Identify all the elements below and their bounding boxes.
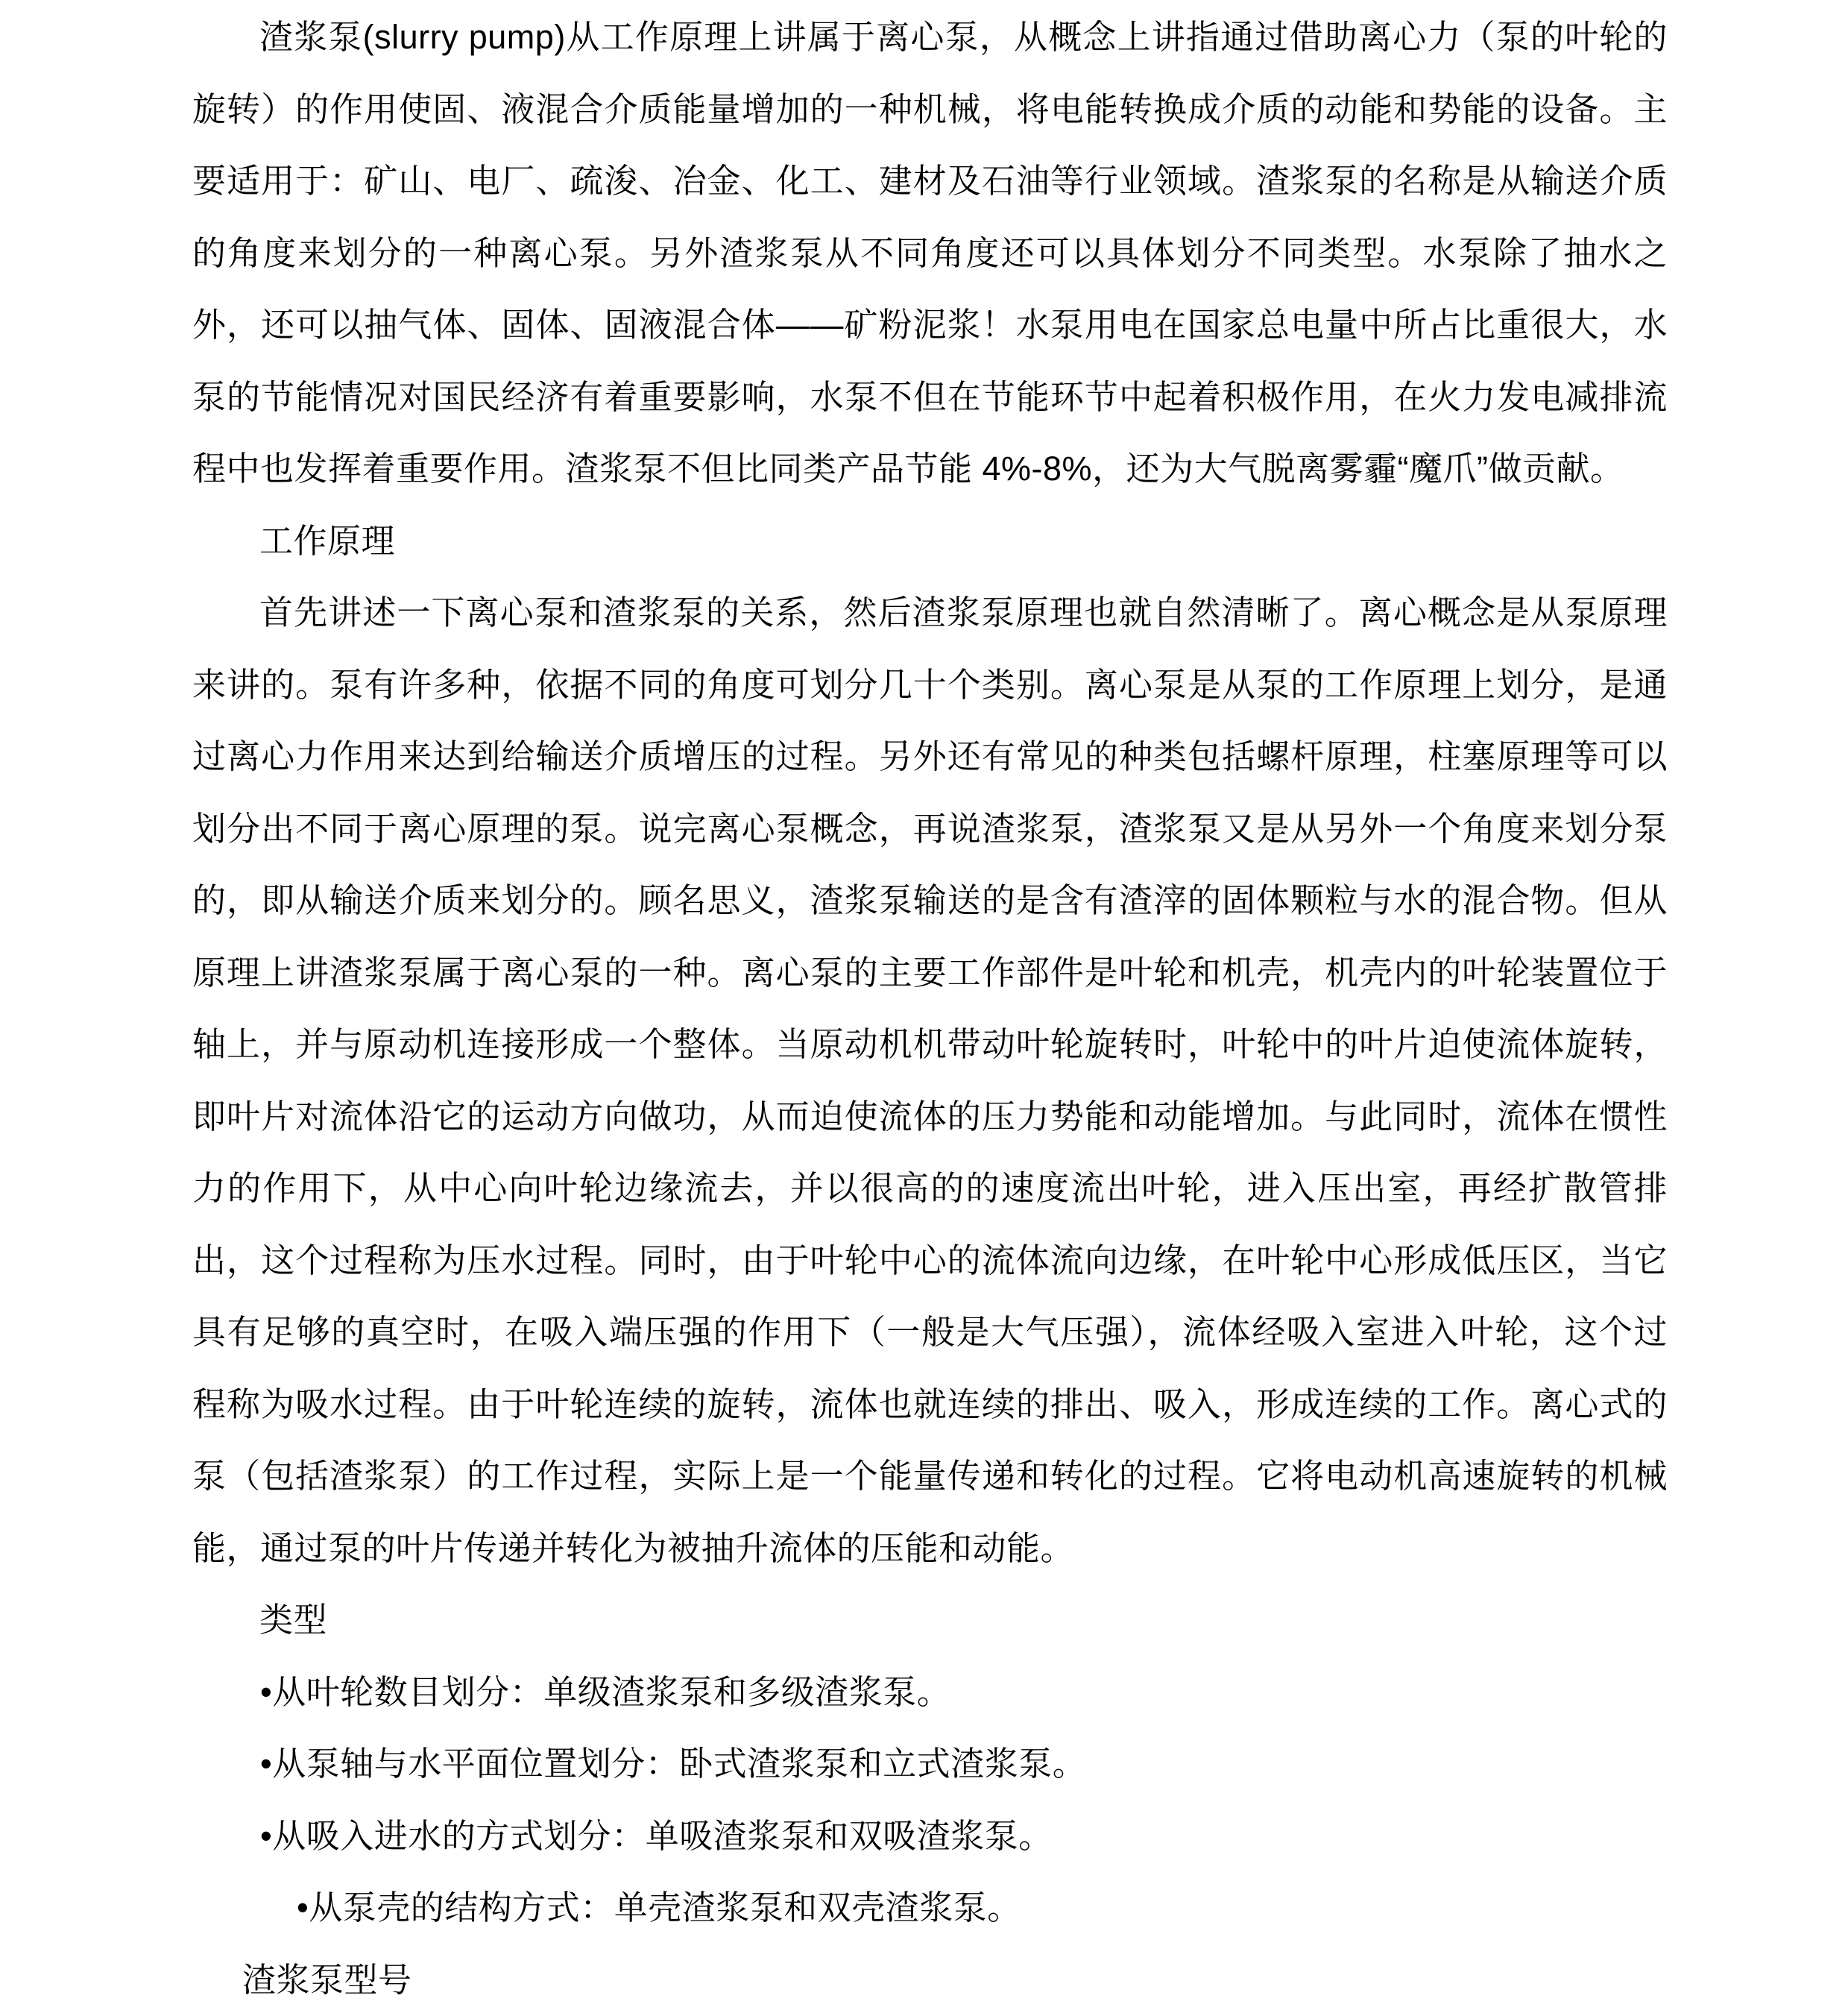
bullet-casing-structure: •从泵壳的结构方式：单壳渣浆泵和双壳渣浆泵。 xyxy=(297,1889,1021,1927)
heading-working-principle: 工作原理 xyxy=(259,521,396,560)
bullet-impeller-count: •从叶轮数目划分：单级渣浆泵和多级渣浆泵。 xyxy=(260,1672,951,1711)
heading-pump-model: 渣浆泵型号 xyxy=(242,1960,412,1999)
heading-types: 类型 xyxy=(259,1601,328,1639)
bullet-suction-mode: •从吸入进水的方式划分：单吸渣浆泵和双吸渣浆泵。 xyxy=(260,1816,1053,1855)
paragraph-intro: 渣浆泵(slurry pump)从工作原理上讲属于离心泵，从概念上讲指通过借助离心力（泵的叶轮的旋转）的作用使固、液混合介质能量增加的一种机械，将电能转换成介质的动能和势能的设备。主要适用于：矿山、电厂、疏浚、冶金、化工、建材及石油等行业领域。渣浆泵的名称是从输送介质的角度来划分的一种离心泵。另外渣浆泵从不同角度还可以具体划分不同类型。水泵除了抽水之外，还可以抽气体、固体、固液混合体——矿粉泥浆！水泵用电在国家总电量中所占比重很大，水泵的节能情况对国民经济有着重要影响，水泵不但在节能环节中起着积极作用，在火力发电减排流程中也发挥着重要作用。渣浆泵不但比同类产品节能 4%-8%，还为大气脱离雾霾“魔爪”做贡献。 xyxy=(192,18,1668,488)
bullet-shaft-orientation: •从泵轴与水平面位置划分：卧式渣浆泵和立式渣浆泵。 xyxy=(260,1745,1087,1783)
paragraph-working-principle: 首先讲述一下离心泵和渣浆泵的关系，然后渣浆泵原理也就自然清晰了。离心概念是从泵原理来讲的。泵有许多种，依据不同的角度可划分几十个类别。离心泵是从泵的工作原理上划分，是通过离心力作用来达到给输送介质增压的过程。另外还有常见的种类包括螺杆原理，柱塞原理等可以划分出不同于离心原理的泵。说完离心泵概念，再说渣浆泵，渣浆泵又是从另外一个角度来划分泵的，即从输送介质来划分的。顾名思义，渣浆泵输送的是含有渣滓的固体颗粒与水的混合物。但从原理上讲渣浆泵属于离心泵的一种。离心泵的主要工作部件是叶轮和机壳，机壳内的叶轮装置位于轴上，并与原动机连接形成一个整体。当原动机机带动叶轮旋转时，叶轮中的叶片迫使流体旋转，即叶片对流体沿它的运动方向做功，从而迫使流体的压力势能和动能增加。与此同时，流体在惯性力的作用下，从中心向叶轮边缘流去，并以很高的的速度流出叶轮，进入压出室，再经扩散管排出，这个过程称为压水过程。同时，由于叶轮中心的流体流向边缘，在叶轮中心形成低压区，当它具有足够的真空时，在吸入端压强的作用下（一般是大气压强），流体经吸入室进入叶轮，这个过程称为吸水过程。由于叶轮连续的旋转，流体也就连续的排出、吸入，形成连续的工作。离心式的泵（包括渣浆泵）的工作过程，实际上是一个能量传递和转化的过程。它将电动机高速旋转的机械能，通过泵的叶片传递并转化为被抽升流体的压能和动能。 xyxy=(192,593,1668,1567)
